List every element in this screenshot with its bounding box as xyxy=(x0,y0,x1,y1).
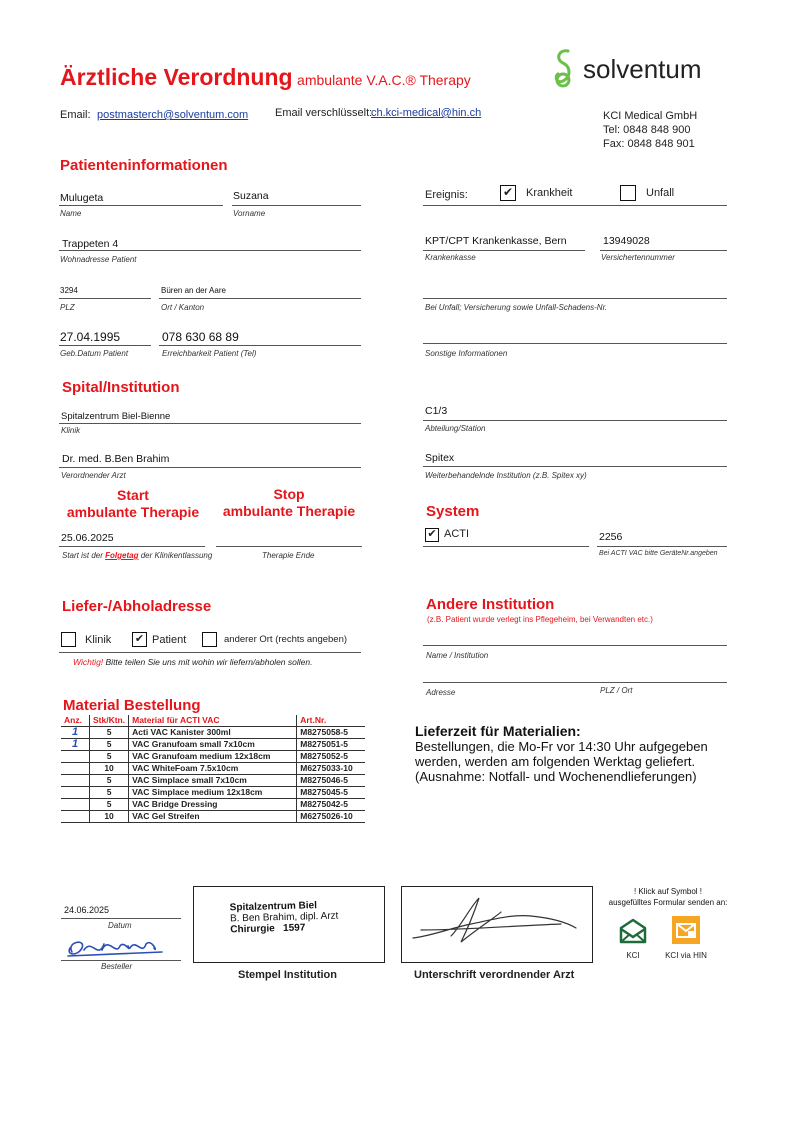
col-stk: Stk/Ktn. xyxy=(90,715,129,727)
email-label: Email: xyxy=(60,109,91,121)
datum-value[interactable]: 24.06.2025 xyxy=(64,905,110,915)
material-stk-cell: 5 xyxy=(90,787,129,799)
lieferzeit-line3: (Ausnahme: Notfall- und Wochenendlieferungen) xyxy=(415,769,697,784)
name-value[interactable]: Mulugeta xyxy=(60,192,104,204)
start-date-value[interactable]: 25.06.2025 xyxy=(61,532,114,544)
material-art-cell: M6275026-10 xyxy=(297,811,365,823)
email-enc-link[interactable]: ch.kci-medical@hin.ch xyxy=(371,107,482,119)
material-art-cell: M6275033-10 xyxy=(297,763,365,775)
weiter-label: Weiterbehandelnde Institution (z.B. Spitex xy) xyxy=(425,471,587,480)
geb-value[interactable]: 27.04.1995 xyxy=(60,330,121,344)
material-stk-cell: 10 xyxy=(90,811,129,823)
col-material: Material für ACTI VAC xyxy=(129,715,297,727)
lieferzeit-line2: werden, werden am folgenden Werktag geliefert. xyxy=(415,754,696,769)
stamp-text xyxy=(230,900,339,936)
email-link[interactable]: postmasterch@solventum.com xyxy=(97,109,249,121)
material-name-cell: VAC WhiteFoam 7.5x10cm xyxy=(129,763,297,775)
kci-hin-button[interactable] xyxy=(672,916,700,944)
sonstige-label: Sonstige Informationen xyxy=(425,349,508,358)
material-stk-cell: 5 xyxy=(90,775,129,787)
material-header-row xyxy=(61,715,365,727)
material-anz-cell[interactable] xyxy=(61,763,90,775)
material-anz-cell[interactable]: 1 xyxy=(61,727,90,739)
material-stk-cell: 10 xyxy=(90,763,129,775)
solventum-logo-icon xyxy=(551,47,577,89)
stamp-line3: Chirurgie xyxy=(230,923,275,936)
stamp-line3b: 1597 xyxy=(282,922,306,935)
liefer-patient-label: Patient xyxy=(152,634,187,646)
material-name-cell: VAC Gel Streifen xyxy=(129,811,297,823)
unterschrift-label: Unterschrift verordnender Arzt xyxy=(414,969,575,981)
kci-label: KCI xyxy=(626,951,640,960)
material-name-cell: VAC Bridge Dressing xyxy=(129,799,297,811)
material-art-cell: M8275058-5 xyxy=(297,727,365,739)
kci-email-icon xyxy=(618,918,648,944)
klick-line1: ! Klick auf Symbol ! xyxy=(633,887,703,896)
section-system: System xyxy=(426,503,480,520)
material-art-cell: M8275046-5 xyxy=(297,775,365,787)
krankheit-checkbox[interactable]: ✔ xyxy=(500,185,516,201)
besteller-signature xyxy=(62,930,172,962)
start-note-a: Start ist der xyxy=(62,551,106,560)
company-tel: Tel: 0848 848 900 xyxy=(603,124,691,136)
liefer-klinik-label: Klinik xyxy=(85,634,112,646)
adresse-label: Wohnadresse Patient xyxy=(60,255,137,264)
section-material: Material Bestellung xyxy=(63,697,201,714)
abteilung-value[interactable]: C1/3 xyxy=(425,405,448,417)
company-fax: Fax: 0848 848 901 xyxy=(603,138,695,150)
material-row xyxy=(61,787,365,799)
kci-email-button[interactable] xyxy=(618,918,648,944)
kci-hin-label: KCI via HIN xyxy=(665,951,707,960)
material-row xyxy=(61,799,365,811)
ort-value[interactable]: Büren an der Aare xyxy=(161,286,226,295)
send-instructions xyxy=(598,886,738,908)
plz-value[interactable]: 3294 xyxy=(60,286,78,295)
andere-adresse-label: Adresse xyxy=(426,688,456,697)
stamp-line1: Spitalzentrum Biel xyxy=(229,900,318,914)
andere-note: (z.B. Patient wurde verlegt ins Pflegeheim, bei Verwandten etc.) xyxy=(427,615,653,624)
section-spital: Spital/Institution xyxy=(62,379,180,396)
material-art-cell: M8275042-5 xyxy=(297,799,365,811)
material-name-cell: VAC Simplace small 7x10cm xyxy=(129,775,297,787)
liefer-klinik-checkbox[interactable] xyxy=(61,632,76,647)
section-andere: Andere Institution xyxy=(426,596,555,613)
material-stk-cell: 5 xyxy=(90,739,129,751)
unfall-label: Unfall xyxy=(646,187,675,199)
start-title-line2: ambulante Therapie xyxy=(66,504,200,520)
material-name-cell: VAC Granufoam small 7x10cm xyxy=(129,739,297,751)
material-anz-cell[interactable] xyxy=(61,811,90,823)
geb-label: Geb.Datum Patient xyxy=(60,349,129,358)
stop-label: Therapie Ende xyxy=(262,551,315,560)
versnr-value[interactable]: 13949028 xyxy=(603,235,650,247)
lieferzeit-text xyxy=(415,739,708,784)
kci-hin-icon xyxy=(672,916,700,944)
arzt-label: Verordnender Arzt xyxy=(61,471,126,480)
arzt-signature xyxy=(401,886,593,963)
start-note xyxy=(62,551,212,560)
material-anz-cell[interactable]: 1 xyxy=(61,739,90,751)
klick-line2: ausgefülltes Formular senden an: xyxy=(608,898,728,907)
start-note-folgetag: Folgetag xyxy=(105,551,139,560)
material-art-cell: M8275052-5 xyxy=(297,751,365,763)
arzt-value[interactable]: Dr. med. B.Ben Brahim xyxy=(62,453,170,465)
unfall-checkbox[interactable] xyxy=(620,185,636,201)
andere-plz-label: PLZ / Ort xyxy=(600,686,633,695)
stop-title xyxy=(216,486,362,520)
col-anz: Anz. xyxy=(61,715,90,727)
geraet-label: Bei ACTI VAC bitte GeräteNr.angeben xyxy=(599,550,718,557)
material-row xyxy=(61,739,365,751)
col-art: Art.Nr. xyxy=(297,715,365,727)
vorname-value[interactable]: Suzana xyxy=(233,190,269,202)
abteilung-label: Abteilung/Station xyxy=(425,424,486,433)
form-title-block xyxy=(60,64,471,91)
versnr-label: Versichertennummer xyxy=(601,253,675,262)
material-anz-cell[interactable] xyxy=(61,751,90,763)
solventum-logo xyxy=(551,47,577,94)
lieferzeit-title: Lieferzeit für Materialien: xyxy=(415,723,581,739)
acti-checkbox[interactable]: ✔ xyxy=(425,528,439,542)
andere-name-label: Name / Institution xyxy=(426,651,489,660)
material-table xyxy=(61,715,365,823)
ort-label: Ort / Kanton xyxy=(161,303,205,312)
datum-label: Datum xyxy=(108,921,132,930)
form-subtitle: ambulante V.A.C.® Therapy xyxy=(297,72,471,88)
start-title xyxy=(60,487,206,521)
material-anz-cell[interactable] xyxy=(61,799,90,811)
email-enc-label: Email verschlüsselt: xyxy=(275,107,373,119)
material-stk-cell: 5 xyxy=(90,751,129,763)
company-name: KCI Medical GmbH xyxy=(603,110,698,122)
material-row xyxy=(61,811,365,823)
logo-text: solventum xyxy=(583,54,702,84)
vorname-label: Vorname xyxy=(233,209,266,218)
start-note-c: der Klinikentlassung xyxy=(138,551,213,560)
material-stk-cell: 5 xyxy=(90,799,129,811)
wichtig-label: Wichtig! xyxy=(73,657,104,667)
section-patienteninformationen: Patienteninformationen xyxy=(60,157,228,174)
wichtig-note xyxy=(73,657,312,667)
liefer-anderer-checkbox[interactable] xyxy=(202,632,217,647)
adresse-value[interactable]: Trappeten 4 xyxy=(62,238,119,250)
besteller-label: Besteller xyxy=(101,962,133,971)
kasse-label: Krankenkasse xyxy=(425,253,476,262)
acti-label: ACTI xyxy=(444,528,470,540)
material-row xyxy=(61,727,365,739)
material-name-cell: VAC Simplace medium 12x18cm xyxy=(129,787,297,799)
ereignis-label: Ereignis: xyxy=(425,189,468,201)
form-title: Ärztliche Verordnung xyxy=(60,64,293,90)
name-label: Name xyxy=(60,209,82,218)
plz-label: PLZ xyxy=(60,303,75,312)
start-title-line1: Start xyxy=(117,487,149,503)
material-stk-cell: 5 xyxy=(90,727,129,739)
stop-title-line2: ambulante Therapie xyxy=(222,503,356,519)
geraet-value[interactable]: 2256 xyxy=(599,531,623,543)
stempel-label: Stempel Institution xyxy=(238,969,337,981)
material-row xyxy=(61,751,365,763)
kasse-value[interactable]: KPT/CPT Krankenkasse, Bern xyxy=(425,235,567,247)
material-art-cell: M8275051-5 xyxy=(297,739,365,751)
material-row xyxy=(61,763,365,775)
weiter-value[interactable]: Spitex xyxy=(425,452,455,464)
tel-label: Erreichbarkeit Patient (Tel) xyxy=(162,349,257,358)
unfall-info-label: Bei Unfall; Versicherung sowie Unfall-Schadens-Nr. xyxy=(425,303,608,312)
klinik-label: Klinik xyxy=(61,426,81,435)
material-row xyxy=(61,775,365,787)
krankheit-label: Krankheit xyxy=(526,187,573,199)
liefer-patient-checkbox[interactable]: ✔ xyxy=(132,632,147,647)
material-name-cell: Acti VAC Kanister 300ml xyxy=(129,727,297,739)
klinik-value[interactable]: Spitalzentrum Biel-Bienne xyxy=(61,411,171,422)
stop-title-line1: Stop xyxy=(273,486,305,502)
tel-value[interactable]: 078 630 68 89 xyxy=(162,330,239,344)
material-anz-cell[interactable] xyxy=(61,787,90,799)
liefer-anderer-label: anderer Ort (rechts angeben) xyxy=(224,634,348,645)
lieferzeit-line1: Bestellungen, die Mo-Fr vor 14:30 Uhr aufgegeben xyxy=(415,739,708,754)
material-anz-cell[interactable] xyxy=(61,775,90,787)
section-liefer: Liefer-/Abholadresse xyxy=(62,598,212,615)
material-name-cell: VAC Granufoam medium 12x18cm xyxy=(129,751,297,763)
material-art-cell: M8275045-5 xyxy=(297,787,365,799)
stamp-line2: B. Ben Brahim, dipl. Arzt xyxy=(229,910,339,925)
wichtig-text: Bitte teilen Sie uns mit wohin wir liefern/abholen sollen. xyxy=(103,657,313,667)
